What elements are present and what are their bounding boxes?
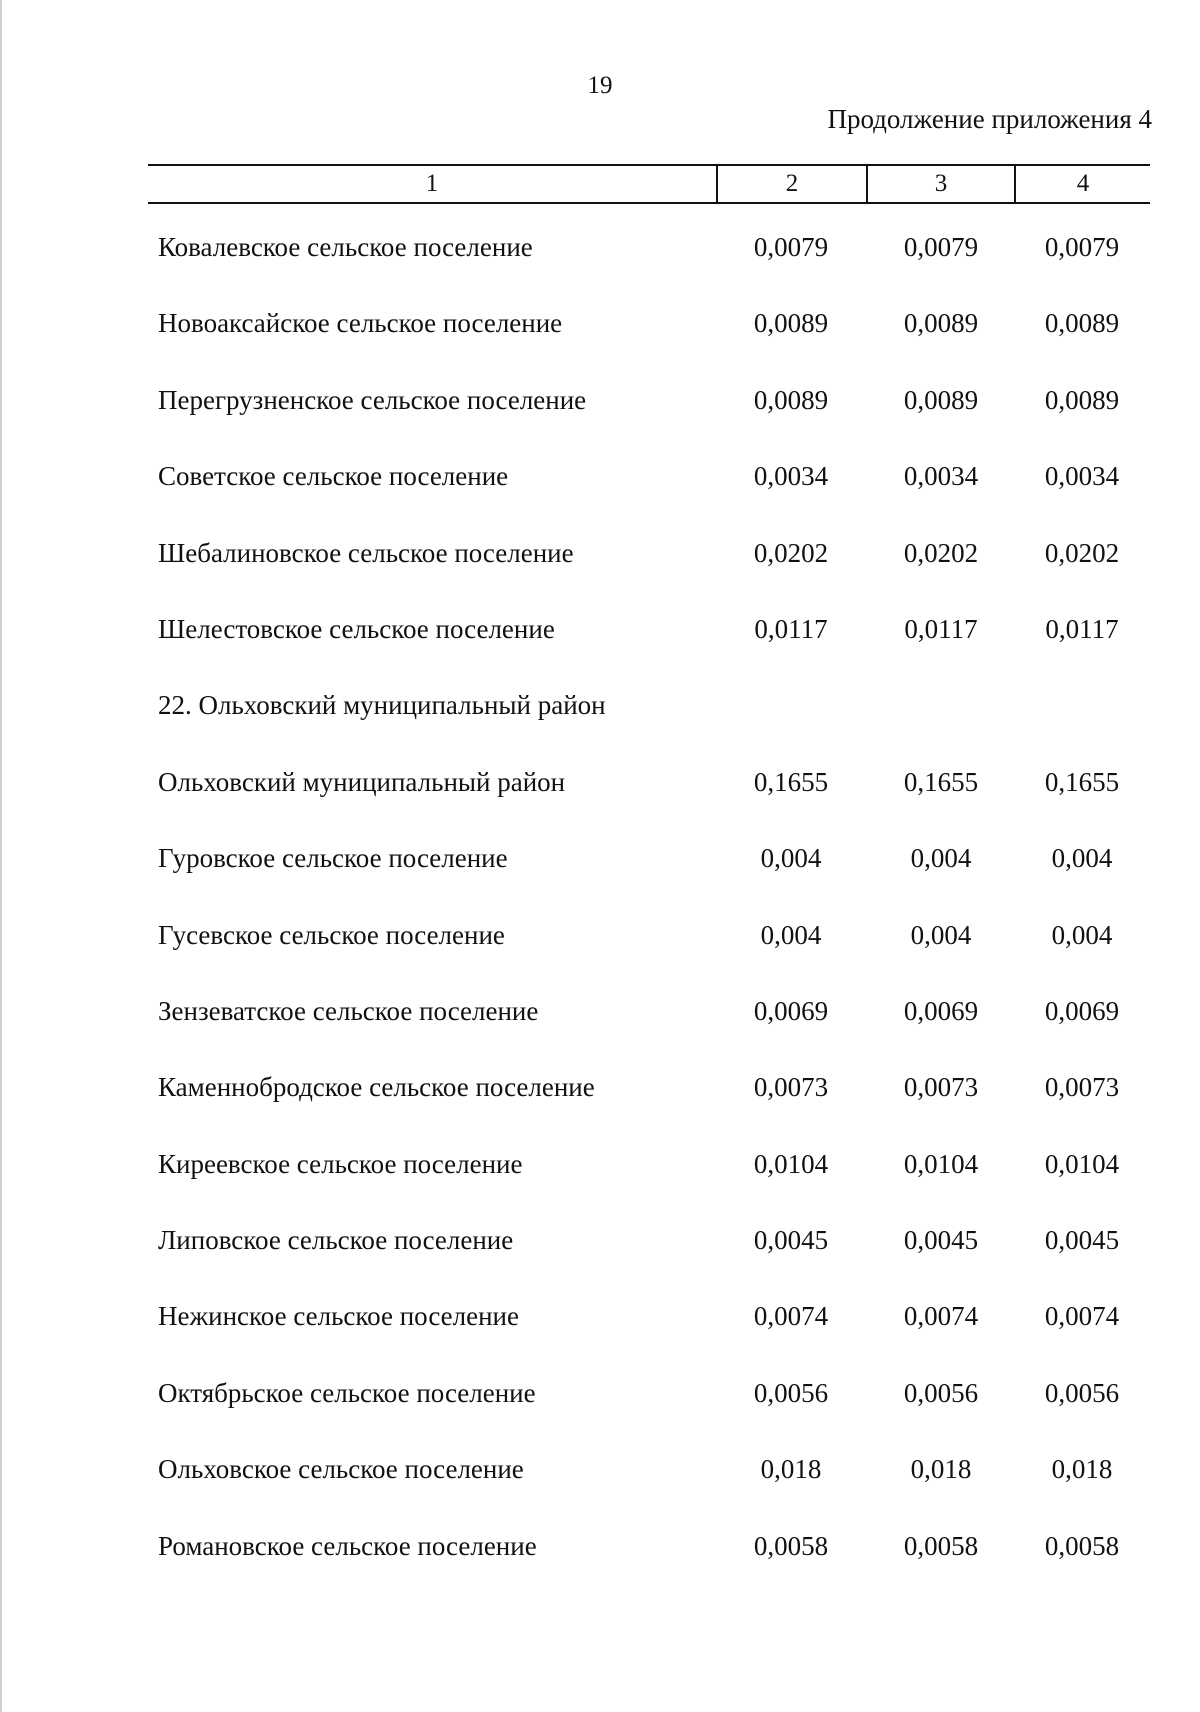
row-value-col-4: 0,0089 [1044,308,1120,339]
page-number: 19 [587,72,613,99]
table-row [0,288,1200,364]
row-value-col-3: 0,0202 [903,537,979,568]
table-header-col-1: 1 [425,170,439,197]
table-header-col-4: 4 [1076,170,1090,197]
table-row [0,212,1200,288]
row-name: Перегрузненское сельское поселение [158,384,587,415]
row-value-col-4: 0,1655 [1044,766,1120,797]
row-name: Шебалиновское сельское поселение [158,537,574,568]
row-name: Киреевское сельское поселение [158,1148,523,1179]
row-name: Гуровское сельское поселение [158,843,508,874]
row-value-col-4: 0,0069 [1044,995,1120,1026]
table-header-col-2: 2 [785,170,799,197]
row-name: Шелестовское сельское поселение [158,613,555,644]
table-row [0,441,1200,517]
row-value-col-4: 0,004 [1051,843,1113,874]
row-name: Гусевское сельское поселение [158,919,505,950]
table-header-bottom-rule [148,202,1150,204]
row-value-col-3: 0,0074 [903,1301,979,1332]
row-value-col-2: 0,0069 [753,995,829,1026]
table-row [0,670,1200,746]
row-value-col-4: 0,0074 [1044,1301,1120,1332]
row-value-col-2: 0,0034 [753,461,829,492]
row-value-col-4: 0,0079 [1044,232,1120,262]
row-name: 22. Ольховский муниципальный район [158,690,606,721]
row-value-col-4: 0,0117 [1045,613,1119,644]
table-row [0,1358,1200,1434]
table-row [0,1052,1200,1128]
row-value-col-3: 0,0089 [903,308,979,339]
row-name: Ольховский муниципальный район [158,766,566,797]
table-row [0,976,1200,1052]
row-value-col-3: 0,004 [910,843,972,874]
row-value-col-3: 0,018 [910,1454,972,1485]
row-value-col-2: 0,0104 [753,1148,829,1179]
table-row [0,1281,1200,1357]
row-value-col-4: 0,0104 [1044,1148,1120,1179]
row-value-col-3: 0,0034 [903,461,979,492]
row-value-col-2: 0,0074 [753,1301,829,1332]
row-value-col-4: 0,0058 [1044,1530,1120,1561]
row-value-col-2: 0,004 [760,843,822,874]
table-row [0,365,1200,441]
row-value-col-4: 0,018 [1051,1454,1113,1485]
row-value-col-4: 0,0089 [1044,384,1120,415]
table-row [0,747,1200,823]
row-value-col-3: 0,1655 [903,766,979,797]
row-name: Октябрьское сельское поселение [158,1377,536,1408]
row-name: Липовское сельское поселение [158,1225,514,1256]
row-value-col-2: 0,0045 [753,1225,829,1256]
row-value-col-3: 0,0073 [903,1072,979,1103]
row-name: Каменнобродское сельское поселение [158,1072,595,1103]
row-value-col-2: 0,1655 [753,766,829,797]
row-value-col-2: 0,0079 [753,232,829,262]
row-value-col-4: 0,0056 [1044,1377,1120,1408]
row-value-col-3: 0,0056 [903,1377,979,1408]
table-body [0,212,1200,1587]
row-value-col-3: 0,0104 [903,1148,979,1179]
table-row [0,1511,1200,1587]
row-name: Ковалевское сельское поселение [158,232,533,262]
row-value-col-2: 0,0058 [753,1530,829,1561]
table-row [0,1129,1200,1205]
table-row [0,823,1200,899]
row-value-col-2: 0,0117 [754,613,828,644]
row-value-col-2: 0,004 [760,919,822,950]
row-value-col-2: 0,0073 [753,1072,829,1103]
row-value-col-4: 0,0045 [1044,1225,1120,1256]
row-name: Ольховское сельское поселение [158,1454,524,1485]
table-row [0,518,1200,594]
table-row [0,1205,1200,1281]
row-name: Советское сельское поселение [158,461,509,492]
row-name: Нежинское сельское поселение [158,1301,519,1332]
row-value-col-3: 0,0079 [903,232,979,262]
row-value-col-2: 0,0089 [753,384,829,415]
row-value-col-3: 0,0117 [904,613,978,644]
table-header-col-3: 3 [934,170,948,197]
row-value-col-3: 0,0045 [903,1225,979,1256]
row-name: Романовское сельское поселение [158,1530,537,1561]
row-value-col-3: 0,0069 [903,995,979,1026]
row-value-col-4: 0,0073 [1044,1072,1120,1103]
row-name: Новоаксайское сельское поселение [158,308,563,339]
continuation-label: Продолжение приложения 4 [827,104,1152,134]
row-value-col-4: 0,0202 [1044,537,1120,568]
row-value-col-2: 0,0202 [753,537,829,568]
row-value-col-2: 0,018 [760,1454,822,1485]
row-name: Зензеватское сельское поселение [158,995,539,1026]
row-value-col-4: 0,004 [1051,919,1113,950]
row-value-col-3: 0,0089 [903,384,979,415]
row-value-col-3: 0,004 [910,919,972,950]
table-row [0,1434,1200,1510]
row-value-col-2: 0,0089 [753,308,829,339]
table-row [0,900,1200,976]
table-row [0,594,1200,670]
row-value-col-2: 0,0056 [753,1377,829,1408]
row-value-col-3: 0,0058 [903,1530,979,1561]
row-value-col-4: 0,0034 [1044,461,1120,492]
